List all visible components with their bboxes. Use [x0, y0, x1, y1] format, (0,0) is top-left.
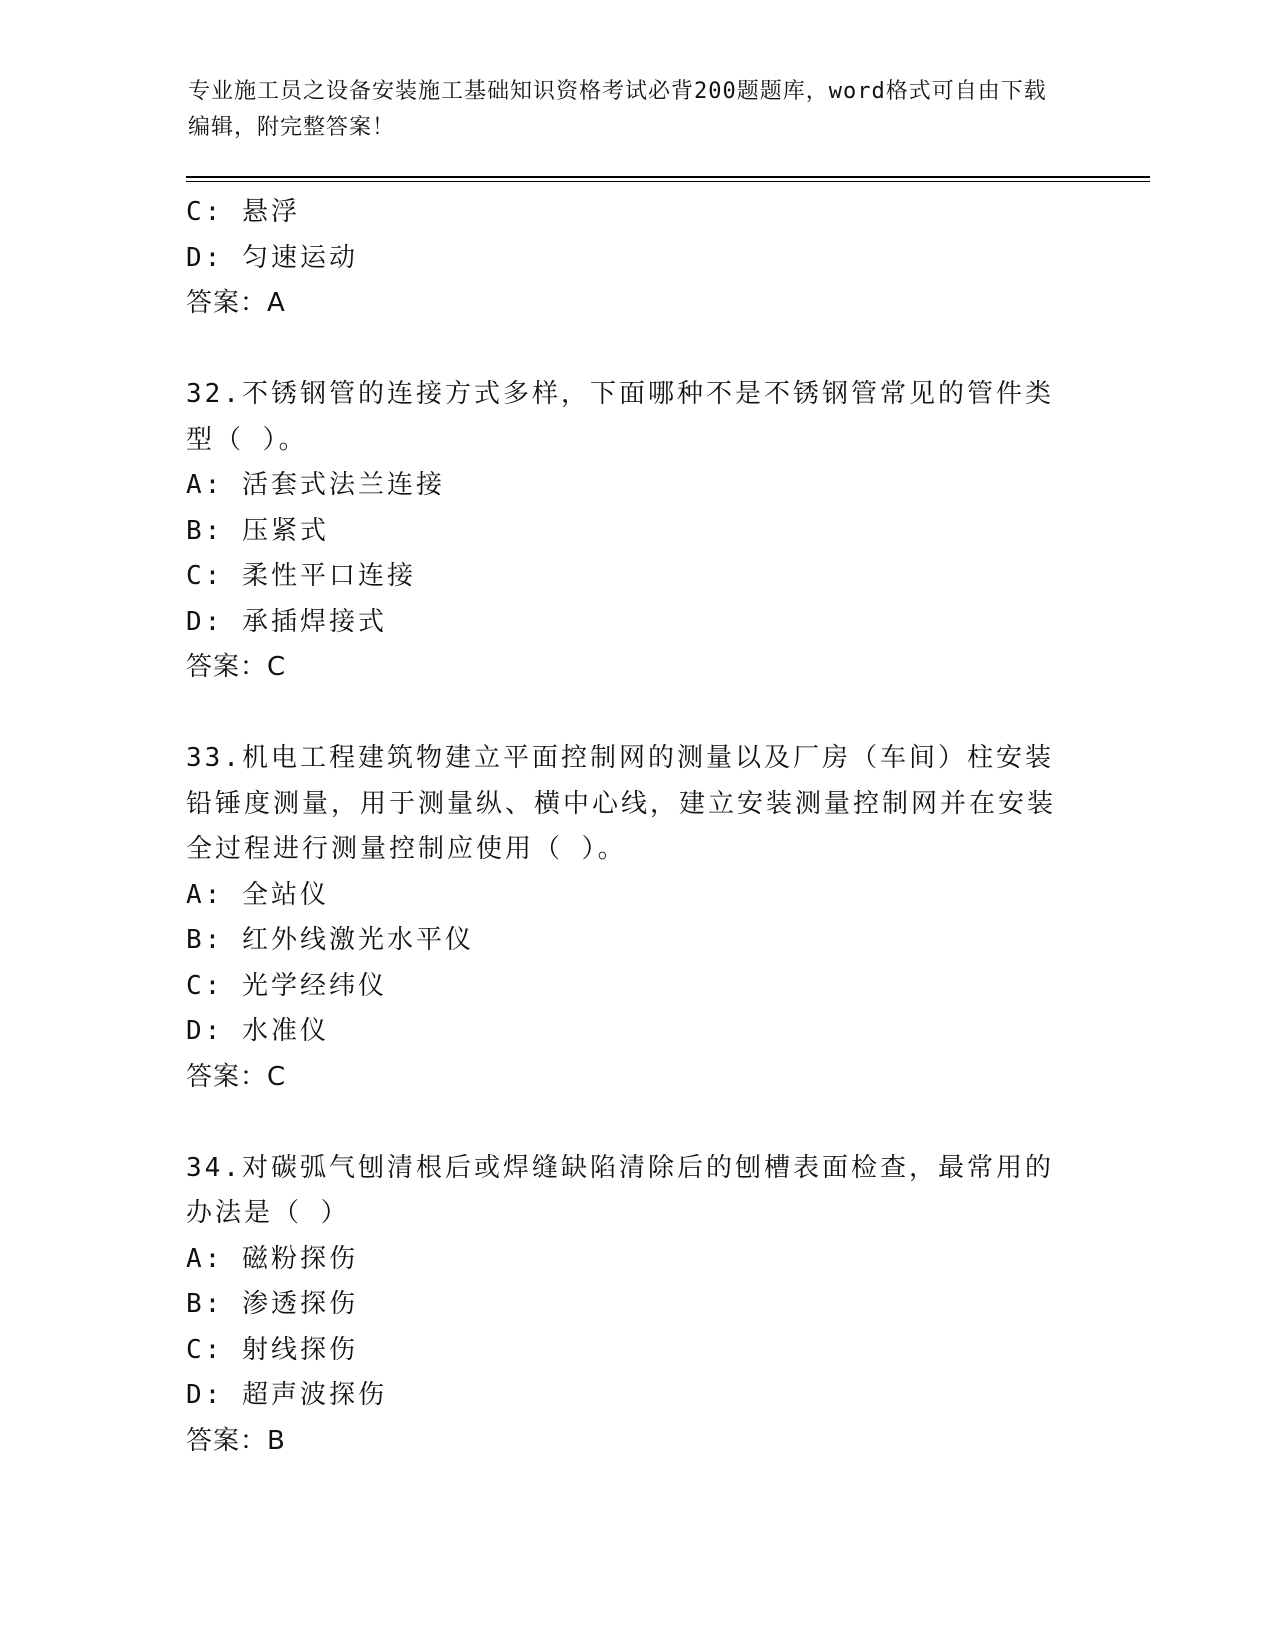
option-line [186, 1373, 1086, 1419]
header-divider-thin [186, 181, 1150, 182]
option-line [186, 190, 1086, 236]
option-label: D: [186, 606, 224, 637]
option-line [186, 236, 1086, 282]
option-line [186, 600, 1086, 646]
option-text: 超声波探伤 [241, 1380, 387, 1410]
option-label: A: [186, 879, 224, 910]
option-label: D: [186, 1016, 224, 1046]
option-line [186, 1009, 1086, 1055]
option-line [186, 964, 1086, 1010]
option-label: C: [186, 561, 224, 591]
spacer [186, 1100, 1086, 1146]
question-stem: 34.对碳弧气刨清根后或焊缝缺陷清除后的刨槽表面检查，最常用的办法是（ ） [186, 1152, 1054, 1228]
option-line [186, 873, 1086, 919]
question-stem: 32.不锈钢管的连接方式多样，下面哪种不是不锈钢管常见的管件类型（ ）。 [186, 379, 1054, 455]
option-label: C: [186, 197, 224, 227]
option-line [186, 1237, 1086, 1283]
question-content [186, 190, 1086, 1464]
option-line [186, 509, 1086, 555]
question-stem: 33.机电工程建筑物建立平面控制网的测量以及厂房（车间）柱安装铅锤度测量，用于测量纵、横中心线，建立安装测量控制网并在安装全过程进行测量控制应使用（ ）。 [186, 743, 1057, 864]
document-header: 专业施工员之设备安装施工基础知识资格考试必背200题题库，word格式可自由下载编辑，附完整答案！ [188, 79, 1047, 140]
option-label: D: [186, 1380, 224, 1410]
option-text: 全站仪 [241, 879, 329, 910]
option-label: B: [186, 925, 224, 955]
option-text: 红外线激光水平仪 [241, 925, 474, 955]
option-text: 承插焊接式 [241, 606, 387, 637]
option-line [186, 918, 1086, 964]
answer-line: 答案：C [186, 652, 287, 682]
option-label: A: [186, 1243, 224, 1274]
option-label: C: [186, 1334, 224, 1365]
spacer [186, 327, 1086, 373]
option-text: 悬浮 [241, 197, 300, 227]
option-text: 水准仪 [241, 1016, 329, 1046]
option-text: 光学经纬仪 [241, 970, 387, 1001]
option-label: C: [186, 970, 224, 1001]
option-line [186, 1328, 1086, 1374]
spacer [186, 691, 1086, 737]
option-line [186, 463, 1086, 509]
option-label: D: [186, 242, 224, 273]
option-text: 压紧式 [241, 515, 329, 546]
answer-line: 答案：A [186, 288, 286, 318]
answer-line: 答案：C [186, 1061, 287, 1092]
option-label: A: [186, 470, 224, 500]
header-divider-thick [186, 176, 1150, 178]
option-text: 渗透探伤 [241, 1289, 358, 1319]
option-text: 柔性平口连接 [241, 561, 416, 591]
option-label: B: [186, 1289, 224, 1319]
option-text: 匀速运动 [241, 242, 358, 273]
option-line [186, 554, 1086, 600]
option-line [186, 1282, 1086, 1328]
option-text: 射线探伤 [241, 1334, 358, 1365]
answer-line: 答案：B [186, 1425, 286, 1456]
option-label: B: [186, 515, 224, 546]
option-text: 活套式法兰连接 [241, 470, 445, 500]
option-text: 磁粉探伤 [241, 1243, 358, 1274]
